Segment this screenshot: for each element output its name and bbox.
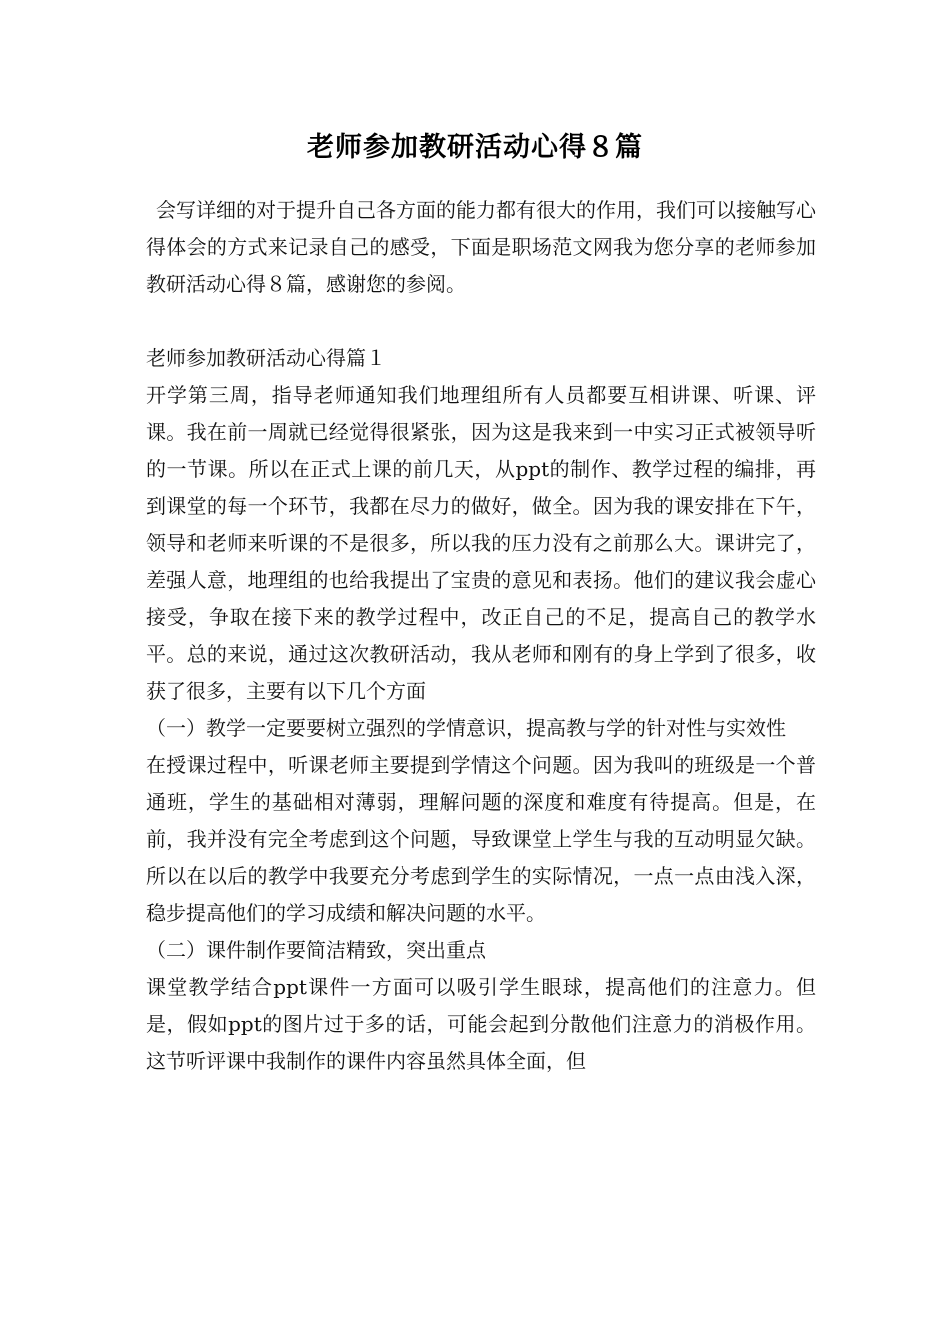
body-paragraph-1: 开学第三周，指导老师通知我们地理组所有人员都要互相讲课、听课、评课。我在前一周就已经觉得很紧张，因为这是我来到一中实习正式被领导听的一节课。所以在正式上课的前几天，从ppt的制作、教学过程的编排，再到课堂的每一个环节，我都在尽力的做好，做全。因为我的课安排在下午，领导和老师来听课的不是很多，所以我的压力没有之前那么大。课讲完了，差强人意，地理组的也给我提出了宝贵的意见和表扬。他们的建议我会虚心接受，争取在接下来的教学过程中，改正自己的不足，提高自己的教学水平。总的来说，通过这次教研活动，我从老师和刚有的身上学到了很多，收获了很多，主要有以下几个方面 [146, 383, 816, 703]
paragraph-spacer [146, 303, 816, 340]
subheading-1: （一）教学一定要要树立强烈的学情意识，提高教与学的针对性与实效性 [146, 716, 786, 740]
section-title: 老师参加教研活动心得篇１ [146, 346, 386, 370]
subheading-2: （二）课件制作要简洁精致，突出重点 [146, 938, 486, 962]
document-body [146, 192, 816, 1080]
body-paragraph-2: 在授课过程中，听课老师主要提到学情这个问题。因为我叫的班级是一个普通班，学生的基础相对薄弱，理解问题的深度和难度有待提高。但是，在前，我并没有完全考虑到这个问题，导致课堂上学生与我的互动明显欠缺。所以在以后的教学中我要充分考虑到学生的实际情况，一点一点由浅入深，稳步提高他们的学习成绩和解决问题的水平。 [146, 753, 816, 925]
body-paragraph-3: 课堂教学结合ppt课件一方面可以吸引学生眼球，提高他们的注意力。但是，假如ppt的图片过于多的话，可能会起到分散他们注意力的消极作用。这节听评课中我制作的课件内容虽然具体全面，但 [146, 975, 816, 1073]
intro-paragraph: 会写详细的对于提升自己各方面的能力都有很大的作用，我们可以接触写心得体会的方式来记录自己的感受，下面是职场范文网我为您分享的老师参加教研活动心得８篇，感谢您的参阅。 [146, 198, 816, 296]
document-title: 老师参加教研活动心得８篇 [307, 132, 643, 163]
